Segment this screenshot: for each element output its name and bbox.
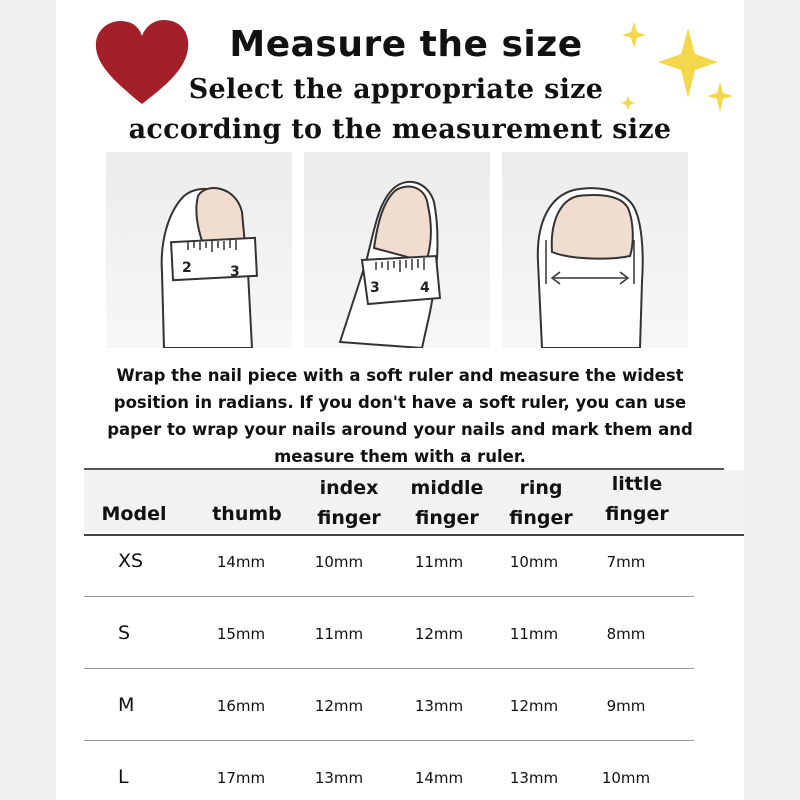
cell-middle: 13mm [414, 697, 464, 715]
cell-middle: 12mm [414, 625, 464, 643]
size-table [84, 468, 744, 800]
table-row [84, 692, 744, 764]
header-little-bottom: finger [605, 503, 669, 525]
table-row [84, 548, 744, 620]
cell-little: 9mm [606, 697, 646, 715]
subtitle-line-1: Select the appropriate size [188, 74, 604, 105]
table-header-rule [84, 534, 744, 536]
cell-model: S [118, 622, 131, 644]
cell-little: 8mm [606, 625, 646, 643]
cell-middle: 11mm [414, 553, 464, 571]
cell-index: 11mm [314, 625, 364, 643]
cell-thumb: 16mm [216, 697, 266, 715]
illustration-nail-width [502, 152, 688, 348]
ruler-label: 3 [370, 280, 380, 296]
row-divider [84, 596, 694, 597]
header-ring-bottom: finger [509, 507, 573, 529]
ruler-label: 4 [420, 280, 430, 296]
illustration-finger-ruler [304, 152, 490, 348]
cell-index: 13mm [314, 769, 364, 787]
header-ring-top: ring [519, 477, 563, 499]
cell-middle: 14mm [414, 769, 464, 787]
instructions-text: Wrap the nail piece with a soft ruler and measure the widest position in radians. If you don't have a soft ruler, you can use paper to wrap your nails around your nails and mark them and measure them with a ruler. [107, 366, 693, 466]
cell-ring: 13mm [509, 769, 559, 787]
cell-little: 10mm [601, 769, 651, 787]
cell-model: XS [118, 550, 144, 572]
page-title: Measure the size [229, 24, 583, 65]
measurement-illustrations [106, 152, 686, 348]
header [56, 0, 744, 150]
header-middle-bottom: finger [415, 507, 479, 529]
cell-index: 12mm [314, 697, 364, 715]
header-model: Model [101, 503, 167, 525]
cell-thumb: 17mm [216, 769, 266, 787]
cell-model: M [118, 694, 135, 716]
cell-little: 7mm [606, 553, 646, 571]
subtitle-line-2: according to the measurement size [128, 114, 672, 145]
table-row [84, 764, 744, 800]
table-header [84, 470, 744, 532]
table-row [84, 620, 744, 692]
cell-ring: 11mm [509, 625, 559, 643]
row-divider [84, 740, 694, 741]
header-thumb: thumb [212, 503, 282, 525]
cell-thumb: 14mm [216, 553, 266, 571]
header-little-top: little [611, 473, 663, 495]
cell-model: L [118, 766, 129, 788]
illustration-thumb-ruler [106, 152, 292, 348]
header-middle-top: middle [410, 477, 484, 499]
row-divider [84, 668, 694, 669]
cell-ring: 12mm [509, 697, 559, 715]
cell-index: 10mm [314, 553, 364, 571]
size-guide-card [56, 0, 744, 800]
ruler-label: 2 [182, 260, 192, 276]
cell-thumb: 15mm [216, 625, 266, 643]
header-index-bottom: finger [317, 507, 381, 529]
ruler-label: 3 [230, 264, 240, 280]
header-index-top: index [319, 477, 379, 499]
cell-ring: 10mm [509, 553, 559, 571]
